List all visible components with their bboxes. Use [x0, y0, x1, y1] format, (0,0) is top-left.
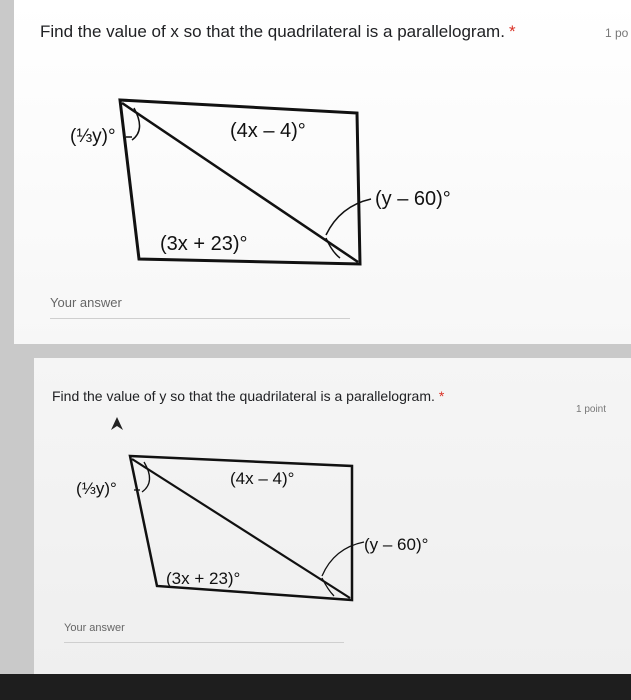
required-asterisk: * [508, 22, 516, 41]
angle-label-bottom: (3x + 23)° [160, 233, 248, 255]
angle-label-top-left: (⅓y)° [76, 479, 117, 498]
points-label: 1 point [576, 404, 607, 415]
bottom-bar [0, 674, 631, 700]
points-label: 1 po [605, 26, 629, 40]
angle-label-right: (y – 60)° [364, 535, 429, 554]
leader-line-right [322, 542, 364, 576]
answer-label: Your answer [50, 295, 122, 310]
angle-label-top: (4x – 4)° [230, 469, 295, 488]
question-text: Find the value of x so that the quadrilateral is a parallelogram. [40, 22, 505, 41]
leader-line-right [326, 199, 371, 235]
angle-label-right: (y – 60)° [375, 188, 451, 210]
answer-input[interactable] [50, 318, 350, 319]
angle-label-bottom: (3x + 23)° [166, 569, 241, 588]
angle-label-top: (4x – 4)° [230, 120, 306, 142]
question-text: Find the value of y so that the quadrilateral is a parallelogram. [52, 388, 435, 404]
question-card-1 [14, 0, 631, 344]
angle-label-top-left: (⅓y)° [70, 126, 116, 147]
question-card-2 [34, 358, 631, 674]
required-asterisk: * [438, 388, 445, 404]
answer-label: Your answer [64, 622, 125, 634]
answer-input[interactable] [64, 642, 344, 643]
parallelogram-figure [14, 0, 631, 344]
